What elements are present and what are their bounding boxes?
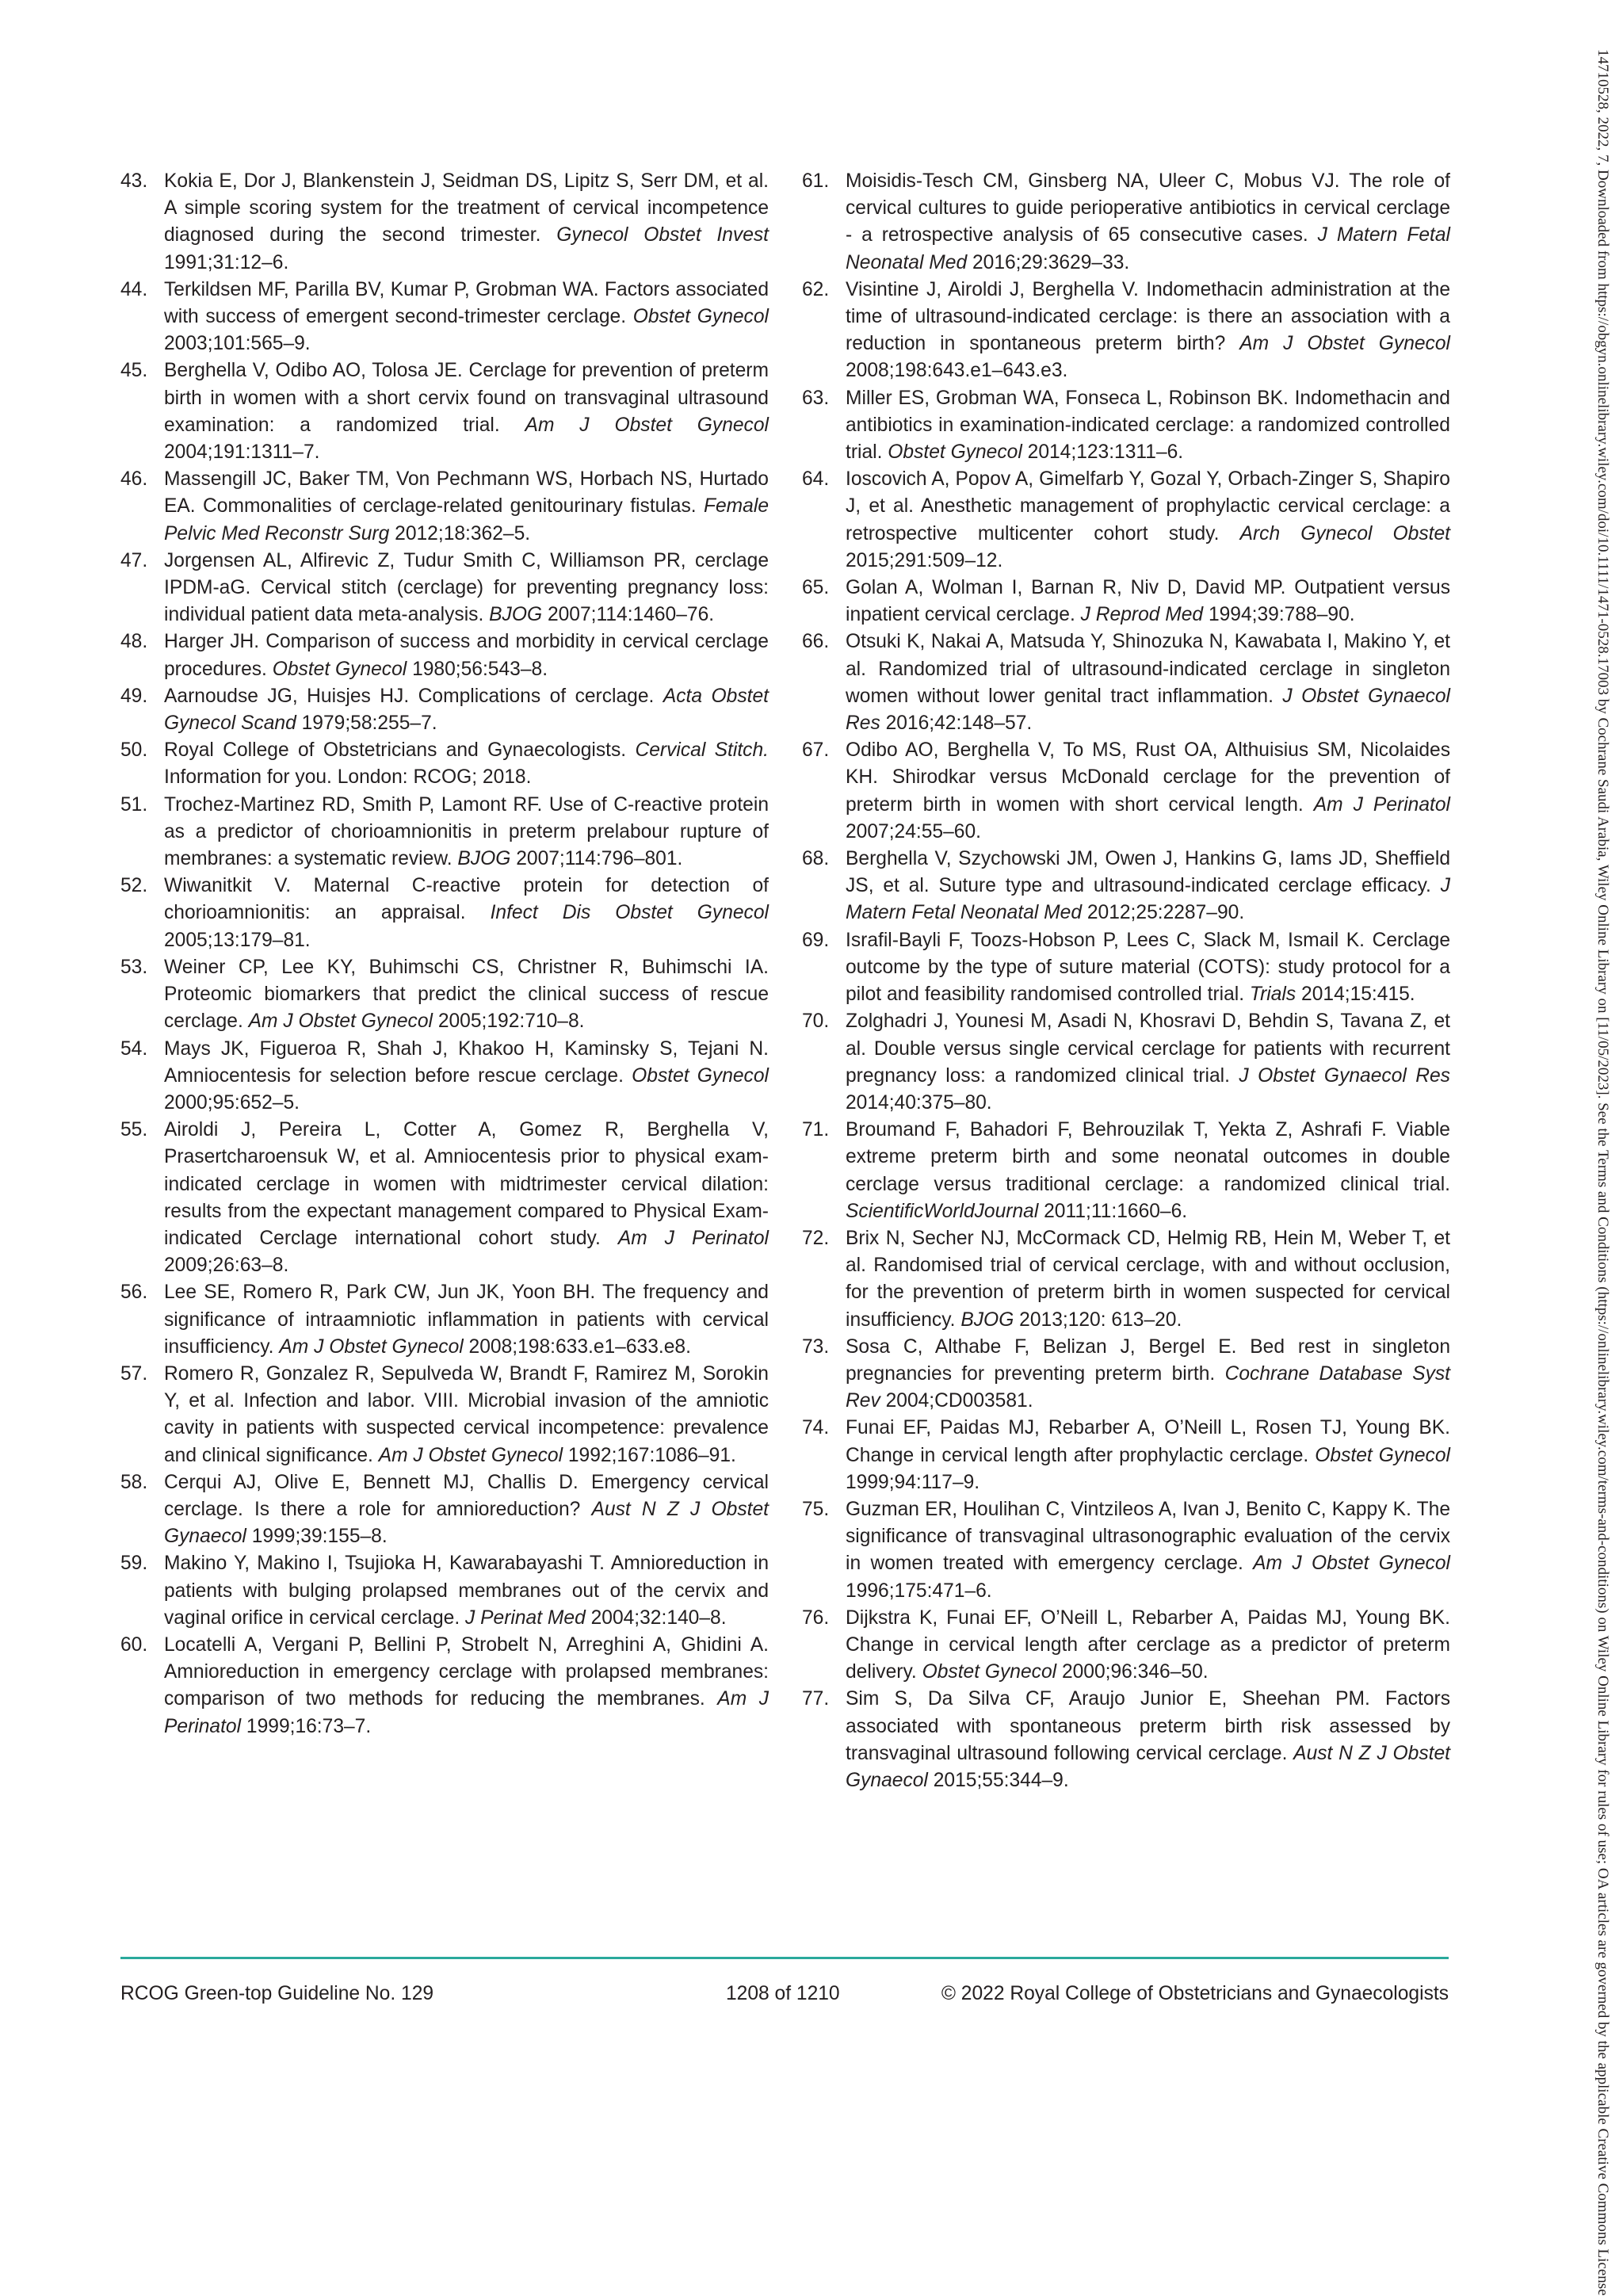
reference-citation: 2005;192:710–8.	[432, 1010, 585, 1033]
reference-citation: 2015;291:509–12.	[846, 549, 1003, 571]
reference-text: Moisidis-Tesch CM, Ginsberg NA, Uleer C, Mobus VJ. The role of cervical cultures to guide perioperative antibiotics in cervical cerclage - a retrospective analysis of 65 consecutive cases.	[846, 170, 1450, 246]
reference-citation: 2016;42:148–57.	[880, 712, 1033, 735]
reference-item	[120, 873, 769, 954]
reference-number: 72.	[802, 1227, 830, 1249]
reference-text: Israfil-Bayli F, Toozs-Hobson P, Lees C, Slack M, Ismail K. Cerclage outcome by the type of suture material (COTS): study protocol for a pilot and feasibility randomised controlled trial.	[846, 929, 1450, 1006]
reference-journal: Aust N Z J Obstet Gynaecol	[164, 1498, 769, 1548]
reference-number: 48.	[120, 631, 148, 653]
reference-citation: 1999;94:117–9.	[846, 1471, 980, 1493]
reference-text: Jorgensen AL, Alfirevic Z, Tudur Smith C, Williamson PR, cerclage IPDM-aG. Cervical stitch (cerclage) for preventing pregnancy loss: individual patient data meta-analysis.	[164, 549, 769, 626]
reference-text: Berghella V, Szychowski JM, Owen J, Hankins G, Iams JD, Sheffield JS, et al. Suture type and ultrasound-indicated cerclage efficacy.	[846, 848, 1450, 897]
reference-item	[802, 1117, 1450, 1225]
reference-citation: 2012;25:2287–90.	[1082, 902, 1245, 924]
reference-text: Makino Y, Makino I, Tsujioka H, Kawarabayashi T. Amnioreduction in patients with bulging prolapsed membranes out of the cervix and vaginal orifice in cervical cerclage.	[164, 1553, 769, 1629]
reference-number: 47.	[120, 549, 148, 571]
reference-journal: Am J Obstet Gynecol	[279, 1335, 464, 1358]
reference-citation: 2008;198:633.e1–633.e8.	[463, 1335, 691, 1358]
reference-number: 46.	[120, 468, 148, 491]
reference-number: 57.	[120, 1362, 148, 1385]
reference-number: 66.	[802, 631, 830, 653]
reference-citation: 2000;95:652–5.	[164, 1091, 300, 1114]
reference-item	[120, 1632, 769, 1740]
reference-item	[120, 1550, 769, 1632]
reference-item	[802, 628, 1450, 737]
reference-text: Weiner CP, Lee KY, Buhimschi CS, Christner R, Buhimschi IA. Proteomic biomarkers that predict the clinical success of rescue cerclage.	[164, 956, 769, 1033]
reference-number: 69.	[802, 929, 830, 951]
reference-citation: 2009;26:63–8.	[164, 1255, 289, 1277]
reference-citation: 2007;24:55–60.	[846, 820, 981, 842]
reference-item	[802, 846, 1450, 927]
reference-text: Harger JH. Comparison of success and morbidity in cervical cerclage procedures.	[164, 631, 769, 680]
reference-number: 60.	[120, 1633, 148, 1656]
reference-journal: Obstet Gynecol	[632, 306, 769, 328]
reference-journal: Am J Obstet Gynecol	[525, 414, 769, 436]
reference-text: Golan A, Wolman I, Barnan R, Niv D, David MP. Outpatient versus inpatient cervical cerclage.	[846, 577, 1450, 626]
reference-item	[120, 683, 769, 737]
reference-journal: Arch Gynecol Obstet	[1239, 522, 1450, 544]
reference-item	[802, 1008, 1450, 1117]
references-column-left	[120, 168, 769, 1740]
reference-item	[802, 277, 1450, 385]
reference-journal: Female Pelvic Med Reconstr Surg	[164, 495, 769, 544]
footer-copyright: © 2022 Royal College of Obstetricians and Gynaecologists	[941, 1983, 1449, 2004]
reference-item	[120, 357, 769, 466]
reference-citation: 2007;114:1460–76.	[542, 604, 715, 626]
reference-number: 52.	[120, 875, 148, 897]
reference-item	[802, 168, 1450, 277]
reference-item	[120, 1469, 769, 1551]
reference-number: 56.	[120, 1282, 148, 1304]
reference-item	[120, 277, 769, 358]
reference-journal: Acta Obstet Gynecol Scand	[164, 685, 769, 735]
reference-text: Romero R, Gonzalez R, Sepulveda W, Brandt F, Ramirez M, Sorokin Y, et al. Infection and labor. VIII. Microbial invasion of the amniotic cavity in patients with suspected cervical incompetence: prevalence and clinical significance.	[164, 1362, 769, 1466]
reference-citation: 2015;55:344–9.	[927, 1769, 1069, 1791]
reference-citation: 2004;191:1311–7.	[164, 441, 320, 464]
reference-number: 70.	[802, 1010, 830, 1033]
reference-number: 77.	[802, 1688, 830, 1710]
reference-item	[120, 1036, 769, 1117]
reference-citation: 2008;198:643.e1–643.e3.	[846, 360, 1068, 382]
reference-journal: J Perinat Med	[465, 1606, 586, 1629]
reference-citation: 1999;39:155–8.	[246, 1526, 388, 1548]
references-column-right	[802, 168, 1450, 1794]
reference-item	[802, 1225, 1450, 1334]
reference-item	[120, 548, 769, 629]
reference-text: Miller ES, Grobman WA, Fonseca L, Robinson BK. Indomethacin and antibiotics in examination-indicated cerclage: a randomized controlled trial.	[846, 387, 1450, 464]
reference-citation: 2007;114:796–801.	[510, 848, 683, 870]
reference-number: 74.	[802, 1417, 830, 1439]
reference-item	[120, 737, 769, 791]
reference-text: Zolghadri J, Younesi M, Asadi N, Khosravi D, Behdin S, Tavana Z, et al. Double versus single cervical cerclage for patients with recurrent pregnancy loss: a randomized clinical trial.	[846, 1010, 1450, 1087]
reference-journal: ScientificWorldJournal	[846, 1200, 1039, 1222]
reference-journal: BJOG	[960, 1308, 1014, 1331]
reference-text: Kokia E, Dor J, Blankenstein J, Seidman DS, Lipitz S, Serr DM, et al. A simple scoring system for the treatment of cervical incompetence diagnosed during the second trimester.	[164, 170, 769, 246]
reference-item	[802, 385, 1450, 467]
reference-journal: Obstet Gynecol	[272, 658, 407, 680]
reference-journal: Am J Perinatol	[617, 1227, 769, 1249]
reference-citation: 2014;15:415.	[1296, 984, 1415, 1006]
reference-number: 64.	[802, 468, 830, 491]
reference-journal: Trials	[1249, 984, 1296, 1006]
reference-citation: Information for you. London: RCOG; 2018.	[164, 766, 532, 789]
reference-text: Airoldi J, Pereira L, Cotter A, Gomez R, Berghella V, Prasertcharoensuk W, et al. Amniocentesis prior to physical exam-indicated cerclage in women with midtrimester cervical dilation: results from the expectant management compared to Physical Exam-indicated Cerclage international cohort study.	[164, 1119, 769, 1249]
reference-journal: Am J Perinatol	[1313, 793, 1450, 816]
reference-item	[120, 1279, 769, 1361]
reference-citation: 1992;167:1086–91.	[563, 1444, 736, 1466]
reference-text: Odibo AO, Berghella V, To MS, Rust OA, Althuisius SM, Nicolaides KH. Shirodkar versus McDonald cerclage for the prevention of preterm birth in women with short cervical length.	[846, 739, 1450, 816]
reference-item	[120, 466, 769, 548]
reference-number: 71.	[802, 1119, 830, 1141]
reference-text: Berghella V, Odibo AO, Tolosa JE. Cerclage for prevention of preterm birth in women with a short cervix found on transvaginal ultrasound examination: a randomized trial.	[164, 360, 769, 436]
reference-citation: 1994;39:788–90.	[1203, 604, 1355, 626]
reference-journal: Cochrane Database Syst Rev	[846, 1362, 1450, 1412]
reference-item	[802, 927, 1450, 1009]
reference-journal: Am J Obstet Gynecol	[248, 1010, 433, 1033]
reference-journal: Obstet Gynecol	[888, 441, 1022, 464]
reference-number: 67.	[802, 739, 830, 762]
reference-item	[802, 737, 1450, 846]
reference-journal: BJOG	[457, 848, 511, 870]
reference-item	[802, 1686, 1450, 1794]
reference-citation: 2016;29:3629–33.	[967, 251, 1130, 273]
reference-citation: 2011;11:1660–6.	[1038, 1200, 1188, 1222]
reference-item	[120, 954, 769, 1036]
footer-page-number: 1208 of 1210	[726, 1983, 840, 2004]
reference-number: 63.	[802, 387, 830, 409]
reference-number: 44.	[120, 278, 148, 300]
reference-journal: Cervical Stitch.	[635, 739, 769, 762]
reference-number: 62.	[802, 278, 830, 300]
reference-item	[802, 1496, 1450, 1605]
footer-guideline-title: RCOG Green-top Guideline No. 129	[120, 1983, 434, 2004]
reference-citation: 2000;96:346–50.	[1056, 1661, 1209, 1683]
reference-number: 43.	[120, 170, 148, 192]
reference-text: Locatelli A, Vergani P, Bellini P, Strobelt N, Arreghini A, Ghidini A. Amnioreduction in emergency cerclage with prolapsed membranes: comparison of two methods for reducing the membranes.	[164, 1633, 769, 1710]
reference-journal: J Obstet Gynaecol Res	[1239, 1064, 1450, 1087]
reference-number: 50.	[120, 739, 148, 762]
download-notice: 14710528, 2022, 7, Downloaded from https://obgyn.onlinelibrary.wiley.com/doi/10.1111/1471-0528.17003 by Cochrane Saudi Arabia, Wiley Online Library on [11/05/2023]. See the Terms and Conditions (https://onlinelibrary.wiley.com/terms-and-conditions) on Wiley Online Library for rules of use; OA articles are governed by the applicable Creative Commons License	[1594, 49, 1611, 2296]
reference-journal: J Matern Fetal Neonatal Med	[846, 875, 1450, 924]
reference-citation: 1991;31:12–6.	[164, 251, 289, 273]
reference-number: 59.	[120, 1553, 148, 1575]
reference-citation: 1996;175:471–6.	[846, 1580, 992, 1602]
reference-item	[120, 792, 769, 873]
reference-text: Lee SE, Romero R, Park CW, Jun JK, Yoon BH. The frequency and significance of intraamniotic inflammation in patients with cervical insufficiency.	[164, 1282, 769, 1358]
reference-number: 55.	[120, 1119, 148, 1141]
reference-item	[802, 1415, 1450, 1496]
reference-citation: 2003;101:565–9.	[164, 333, 311, 355]
reference-text: Visintine J, Airoldi J, Berghella V. Indomethacin administration at the time of ultrasound-indicated cerclage: is there an association with a reduction in spontaneous preterm birth?	[846, 278, 1450, 355]
reference-text: Dijkstra K, Funai EF, O’Neill L, Rebarber A, Paidas MJ, Young BK. Change in cervical length after cerclage as a predictor of preterm delivery.	[846, 1606, 1450, 1683]
reference-number: 58.	[120, 1471, 148, 1493]
reference-text: Brix N, Secher NJ, McCormack CD, Helmig RB, Hein M, Weber T, et al. Randomised trial of cervical cerclage, with and without occlusion, for the prevention of preterm birth in women suspected for cervical insufficiency.	[846, 1227, 1450, 1331]
reference-citation: 1999;16:73–7.	[241, 1715, 372, 1737]
reference-text: Aarnoudse JG, Huisjes HJ. Complications of cerclage.	[164, 685, 663, 707]
reference-number: 61.	[802, 170, 830, 192]
reference-journal: Am J Obstet Gynecol	[1239, 333, 1450, 355]
reference-number: 45.	[120, 360, 148, 382]
reference-text: Mays JK, Figueroa R, Shah J, Khakoo H, Kaminsky S, Tejani N. Amniocentesis for selection before rescue cerclage.	[164, 1037, 769, 1087]
reference-journal: Gynecol Obstet Invest	[556, 224, 769, 246]
reference-text: Royal College of Obstetricians and Gynaecologists.	[164, 739, 636, 762]
reference-citation: 2014;40:375–80.	[846, 1091, 992, 1114]
reference-citation: 1980;56:543–8.	[407, 658, 548, 680]
reference-text: Funai EF, Paidas MJ, Rebarber A, O’Neill L, Rosen TJ, Young BK. Change in cervical length after prophylactic cerclage.	[846, 1417, 1450, 1466]
reference-number: 49.	[120, 685, 148, 707]
reference-item	[802, 575, 1450, 628]
reference-journal: J Obstet Gynaecol Res	[846, 685, 1451, 735]
reference-journal: BJOG	[489, 604, 543, 626]
reference-citation: 2004;CD003581.	[880, 1390, 1033, 1412]
reference-text: Sosa C, Althabe F, Belizan J, Bergel E. Bed rest in singleton pregnancies for preventing preterm birth.	[846, 1335, 1450, 1385]
reference-journal: Obstet Gynecol	[1315, 1444, 1450, 1466]
reference-journal: J Reprod Med	[1080, 604, 1204, 626]
reference-item	[802, 1605, 1450, 1687]
reference-item	[802, 1334, 1450, 1415]
reference-text: Broumand F, Bahadori F, Behrouzilak T, Yekta Z, Ashrafi F. Viable extreme preterm birth and some neonatal outcomes in double cerclage versus traditional cerclage: a randomized clinical trial.	[846, 1119, 1450, 1195]
reference-number: 75.	[802, 1498, 830, 1520]
reference-journal: Am J Perinatol	[164, 1688, 769, 1737]
reference-journal: Am J Obstet Gynecol	[1253, 1553, 1450, 1575]
reference-text: Massengill JC, Baker TM, Von Pechmann WS, Horbach NS, Hurtado EA. Commonalities of cerclage-related genitourinary fistulas.	[164, 468, 769, 518]
reference-item	[120, 1361, 769, 1469]
reference-journal: J Matern Fetal Neonatal Med	[846, 224, 1451, 273]
reference-text: Wiwanitkit V. Maternal C-reactive protein for detection of chorioamnionitis: an appraisal.	[164, 875, 769, 924]
reference-journal: Infect Dis Obstet Gynecol	[490, 902, 769, 924]
reference-citation: 2012;18:362–5.	[389, 522, 531, 544]
reference-citation: 2004;32:140–8.	[585, 1606, 727, 1629]
reference-text: Ioscovich A, Popov A, Gimelfarb Y, Gozal Y, Orbach-Zinger S, Shapiro J, et al. Anesthetic management of prophylactic cervical cerclage: a retrospective multicenter cohort study.	[846, 468, 1450, 544]
reference-text: Trochez-Martinez RD, Smith P, Lamont RF. Use of C-reactive protein as a predictor of chorioamnionitis in preterm prelabour rupture of membranes: a systematic review.	[164, 793, 769, 870]
reference-journal: Obstet Gynecol	[922, 1661, 1057, 1683]
reference-item	[120, 168, 769, 277]
reference-item	[120, 628, 769, 682]
reference-number: 68.	[802, 848, 830, 870]
reference-citation: 2013;120: 613–20.	[1014, 1308, 1182, 1331]
reference-number: 53.	[120, 956, 148, 978]
reference-text: Terkildsen MF, Parilla BV, Kumar P, Grobman WA. Factors associated with success of emergent second-trimester cerclage.	[164, 278, 769, 328]
reference-text: Guzman ER, Houlihan C, Vintzileos A, Ivan J, Benito C, Kappy K. The significance of transvaginal ultrasonographic evaluation of the cervix in women treated with emergency cerclage.	[846, 1498, 1450, 1575]
footer-divider	[120, 1957, 1449, 1959]
reference-citation: 2005;13:179–81.	[164, 929, 311, 951]
reference-number: 54.	[120, 1037, 148, 1060]
reference-number: 65.	[802, 577, 830, 599]
reference-citation: 1979;58:255–7.	[296, 712, 437, 735]
reference-journal: Am J Obstet Gynecol	[378, 1444, 563, 1466]
reference-number: 73.	[802, 1335, 830, 1358]
reference-number: 76.	[802, 1606, 830, 1629]
reference-text: Sim S, Da Silva CF, Araujo Junior E, Sheehan PM. Factors associated with spontaneous preterm birth risk assessed by transvaginal ultrasound following cervical cerclage.	[846, 1688, 1450, 1764]
reference-citation: 2014;123:1311–6.	[1022, 441, 1184, 464]
reference-journal: Aust N Z J Obstet Gynaecol	[846, 1742, 1450, 1791]
reference-item	[120, 1117, 769, 1279]
reference-text: Otsuki K, Nakai A, Matsuda Y, Shinozuka N, Kawabata I, Makino Y, et al. Randomized trial of ultrasound-indicated cerclage in singleton women without lower genital tract inflammation.	[846, 631, 1450, 707]
reference-text: Cerqui AJ, Olive E, Bennett MJ, Challis D. Emergency cervical cerclage. Is there a role for amnioreduction?	[164, 1471, 769, 1520]
reference-journal: Obstet Gynecol	[632, 1064, 769, 1087]
reference-number: 51.	[120, 793, 148, 816]
reference-item	[802, 466, 1450, 575]
